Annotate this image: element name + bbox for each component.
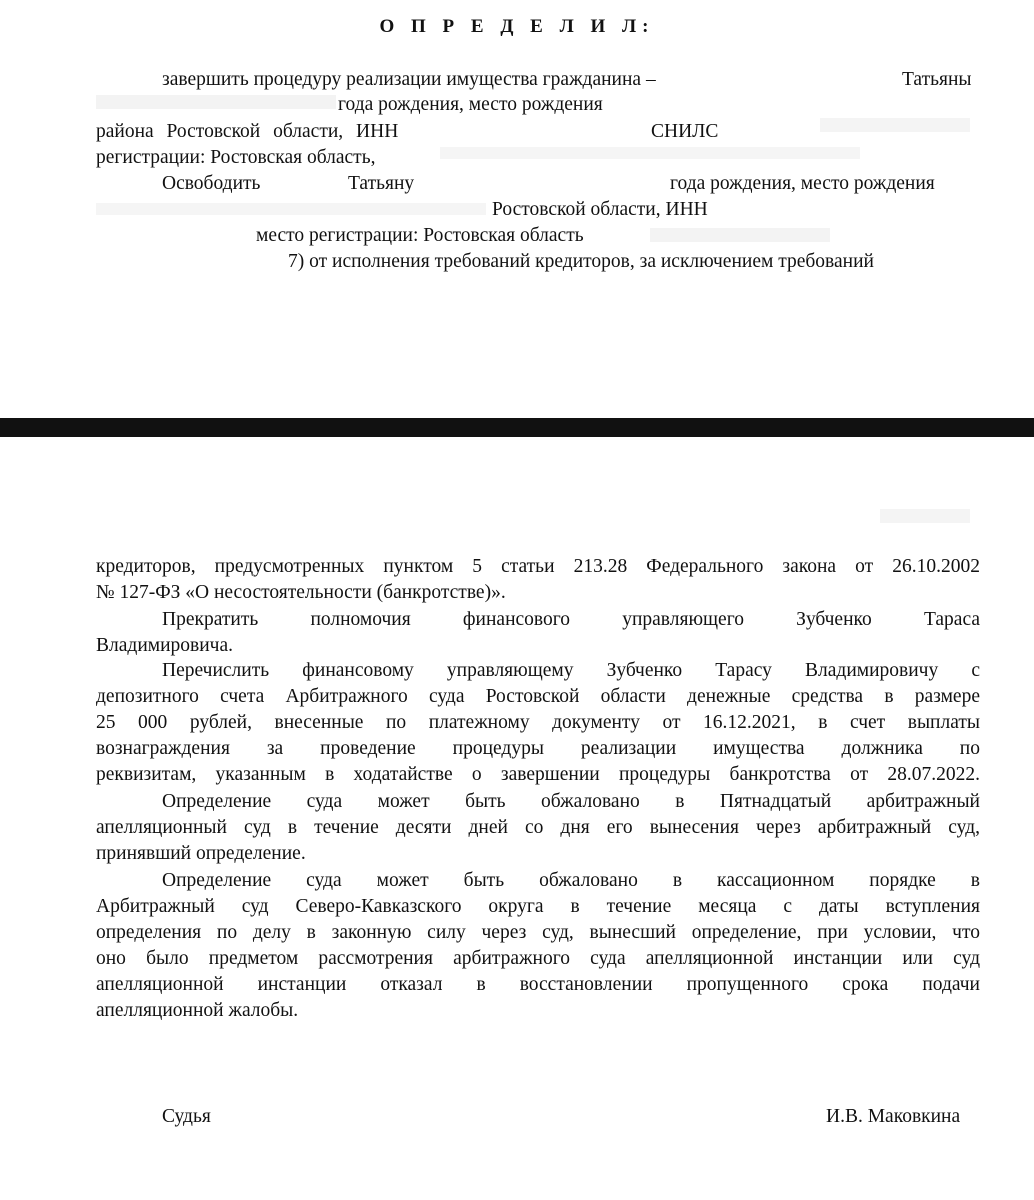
screenshot-divider bbox=[0, 418, 1034, 437]
redacted-area bbox=[96, 203, 486, 215]
ruling-heading: О П Р Е Д Е Л И Л: bbox=[379, 16, 655, 37]
text-line: завершить процедуру реализации имущества гражданина – bbox=[162, 69, 656, 90]
top-page-fragment bbox=[0, 0, 1034, 418]
judge-name: И.В. Маковкина bbox=[826, 1106, 961, 1127]
redacted-area bbox=[880, 509, 970, 523]
redacted-area bbox=[820, 118, 970, 132]
text-line: 7) от исполнения требований кредиторов, за исключением требований bbox=[288, 251, 874, 272]
text-line: Ростовской области, ИНН bbox=[492, 199, 708, 220]
paragraph-line: Перечислить финансовому управляющему Зубченко Тарасу Владимировичу с bbox=[162, 660, 980, 681]
text-line: Освободить bbox=[162, 173, 261, 194]
redacted-area bbox=[96, 95, 336, 109]
paragraph-line: оно было предметом рассмотрения арбитражного суда апелляционной инстанции или суд bbox=[96, 948, 980, 969]
paragraph-line: Определение суда может быть обжаловано в Пятнадцатый арбитражный bbox=[162, 791, 980, 812]
paragraph-line: Арбитражный суд Северо-Кавказского округа в течение месяца с даты вступления bbox=[96, 896, 980, 917]
paragraph-line: 25 000 рублей, внесенные по платежному документу от 16.12.2021, в счет выплаты bbox=[96, 712, 980, 733]
redacted-area bbox=[650, 228, 830, 242]
paragraph-line: принявший определение. bbox=[96, 843, 306, 864]
text-line: Татьяны bbox=[902, 69, 972, 90]
paragraph-line: апелляционный суд в течение десяти дней со дня его вынесения через арбитражный суд, bbox=[96, 817, 980, 838]
redacted-area bbox=[440, 147, 860, 159]
text-line: регистрации: Ростовская область, bbox=[96, 147, 376, 168]
bottom-page-fragment bbox=[0, 437, 1034, 1200]
paragraph-line: кредиторов, предусмотренных пунктом 5 статьи 213.28 Федерального закона от 26.10.2002 bbox=[96, 556, 980, 577]
paragraph-line: № 127-ФЗ «О несостоятельности (банкротстве)». bbox=[96, 582, 506, 603]
paragraph-line: реквизитам, указанным в ходатайстве о завершении процедуры банкротства от 28.07.2022. bbox=[96, 764, 980, 785]
paragraph-line: определения по делу в законную силу через суд, вынесший определение, при условии, что bbox=[96, 922, 980, 943]
text-line: Татьяну bbox=[348, 173, 415, 194]
paragraph-line: Определение суда может быть обжаловано в кассационном порядке в bbox=[162, 870, 980, 891]
text-line: района Ростовской области, ИНН bbox=[96, 121, 399, 142]
paragraph-line: Владимировича. bbox=[96, 635, 234, 656]
text-line: СНИЛС bbox=[651, 121, 719, 142]
paragraph-line: депозитного счета Арбитражного суда Ростовской области денежные средства в размере bbox=[96, 686, 980, 707]
paragraph-line: апелляционной инстанции отказал в восстановлении пропущенного срока подачи bbox=[96, 974, 980, 995]
text-line: место регистрации: Ростовская область bbox=[256, 225, 584, 246]
judge-label: Судья bbox=[162, 1106, 211, 1127]
text-line: года рождения, место рождения bbox=[338, 94, 603, 115]
paragraph-line: Прекратить полномочия финансового управляющего Зубченко Тараса bbox=[162, 609, 980, 630]
text-line: года рождения, место рождения bbox=[670, 173, 935, 194]
paragraph-line: вознаграждения за проведение процедуры реализации имущества должника по bbox=[96, 738, 980, 759]
paragraph-line: апелляционной жалобы. bbox=[96, 1000, 299, 1021]
